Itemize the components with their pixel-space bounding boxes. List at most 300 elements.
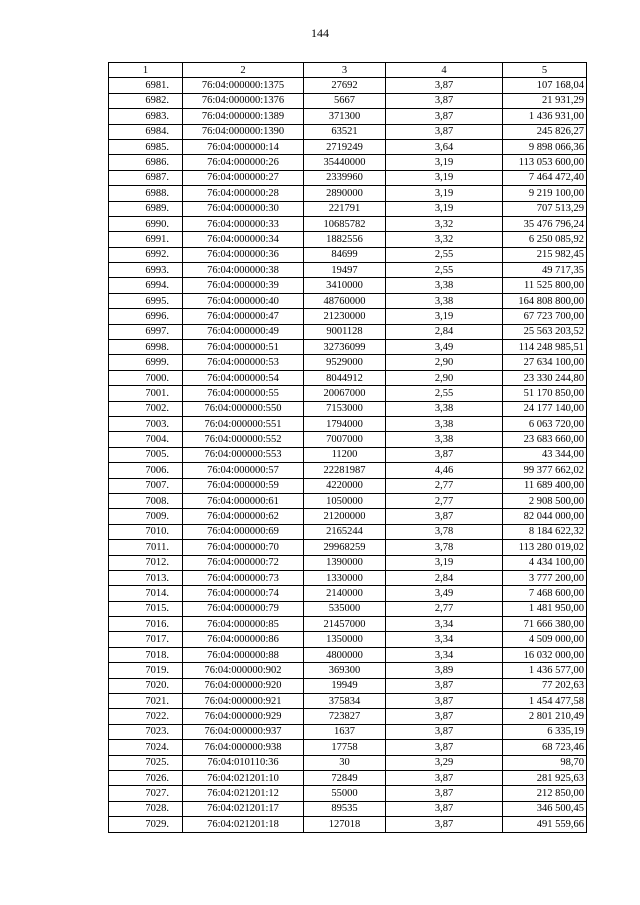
- area-value: 3410000: [304, 278, 386, 293]
- amount-value: 212 850,00: [503, 786, 587, 801]
- cadastral-number: 76:04:021201:10: [183, 770, 304, 785]
- area-value: 21230000: [304, 309, 386, 324]
- table-row: [109, 263, 587, 278]
- cadastral-number: 76:04:000000:36: [183, 247, 304, 262]
- row-number: 7023.: [109, 724, 183, 739]
- row-number: 7000.: [109, 370, 183, 385]
- amount-value: 11 525 800,00: [503, 278, 587, 293]
- area-value: 19497: [304, 263, 386, 278]
- rate-value: 3,19: [386, 170, 503, 185]
- cadastral-number: 76:04:000000:74: [183, 586, 304, 601]
- rate-value: 2,90: [386, 370, 503, 385]
- table-row: [109, 478, 587, 493]
- rate-value: 3,87: [386, 109, 503, 124]
- rate-value: 3,87: [386, 78, 503, 93]
- table-row: [109, 124, 587, 139]
- row-number: 6986.: [109, 155, 183, 170]
- area-value: 84699: [304, 247, 386, 262]
- amount-value: 9 219 100,00: [503, 186, 587, 201]
- amount-value: 71 666 380,00: [503, 617, 587, 632]
- column-header-1: 1: [109, 63, 183, 78]
- row-number: 6992.: [109, 247, 183, 262]
- table-row: [109, 232, 587, 247]
- area-value: 27692: [304, 78, 386, 93]
- amount-value: 491 559,66: [503, 817, 587, 832]
- amount-value: 113 053 600,00: [503, 155, 587, 170]
- row-number: 7021.: [109, 694, 183, 709]
- amount-value: 24 177 140,00: [503, 401, 587, 416]
- area-value: 30: [304, 755, 386, 770]
- rate-value: 2,90: [386, 355, 503, 370]
- amount-value: 7 464 472,40: [503, 170, 587, 185]
- row-number: 6990.: [109, 216, 183, 231]
- rate-value: 3,78: [386, 524, 503, 539]
- area-value: 369300: [304, 663, 386, 678]
- amount-value: 114 248 985,51: [503, 340, 587, 355]
- row-number: 7008.: [109, 493, 183, 508]
- cadastral-number: 76:04:000000:902: [183, 663, 304, 678]
- page-number: 144: [311, 26, 329, 40]
- table-row: [109, 801, 587, 816]
- cadastral-number: 76:04:000000:14: [183, 139, 304, 154]
- table-row: [109, 755, 587, 770]
- amount-value: 23 683 660,00: [503, 432, 587, 447]
- area-value: 1882556: [304, 232, 386, 247]
- area-value: 48760000: [304, 293, 386, 308]
- table-row: [109, 93, 587, 108]
- table-row: [109, 678, 587, 693]
- rate-value: 3,87: [386, 694, 503, 709]
- area-value: 17758: [304, 740, 386, 755]
- amount-value: 68 723,46: [503, 740, 587, 755]
- row-number: 6988.: [109, 186, 183, 201]
- cadastral-number: 76:04:000000:552: [183, 432, 304, 447]
- rate-value: 3,87: [386, 124, 503, 139]
- amount-value: 346 500,45: [503, 801, 587, 816]
- row-number: 7004.: [109, 432, 183, 447]
- cadastral-number: 76:04:000000:59: [183, 478, 304, 493]
- table-row: [109, 770, 587, 785]
- table-row: [109, 370, 587, 385]
- table-row: [109, 493, 587, 508]
- area-value: 371300: [304, 109, 386, 124]
- rate-value: 2,84: [386, 324, 503, 339]
- table-row: [109, 709, 587, 724]
- amount-value: 164 808 800,00: [503, 293, 587, 308]
- table-row: [109, 293, 587, 308]
- table-row: [109, 170, 587, 185]
- area-value: 9529000: [304, 355, 386, 370]
- rate-value: 3,49: [386, 586, 503, 601]
- area-value: 19949: [304, 678, 386, 693]
- table-row: [109, 617, 587, 632]
- header-row: [109, 63, 587, 78]
- rate-value: 3,34: [386, 647, 503, 662]
- amount-value: 113 280 019,02: [503, 540, 587, 555]
- amount-value: 27 634 100,00: [503, 355, 587, 370]
- amount-value: 7 468 600,00: [503, 586, 587, 601]
- table-row: [109, 109, 587, 124]
- row-number: 7012.: [109, 555, 183, 570]
- cadastral-number: 76:04:000000:88: [183, 647, 304, 662]
- table-row: [109, 155, 587, 170]
- table-row: [109, 724, 587, 739]
- rate-value: 3,87: [386, 447, 503, 462]
- cadastral-number: 76:04:000000:49: [183, 324, 304, 339]
- cadastral-number: 76:04:000000:39: [183, 278, 304, 293]
- cadastral-number: 76:04:000000:85: [183, 617, 304, 632]
- row-number: 6997.: [109, 324, 183, 339]
- rate-value: 3,87: [386, 678, 503, 693]
- rate-value: 3,49: [386, 340, 503, 355]
- cadastral-number: 76:04:000000:938: [183, 740, 304, 755]
- cadastral-number: 76:04:000000:30: [183, 201, 304, 216]
- table-row: [109, 555, 587, 570]
- row-number: 6983.: [109, 109, 183, 124]
- row-number: 7010.: [109, 524, 183, 539]
- amount-value: 43 344,00: [503, 447, 587, 462]
- column-header-5: 5: [503, 63, 587, 78]
- area-value: 32736099: [304, 340, 386, 355]
- area-value: 2165244: [304, 524, 386, 539]
- cadastral-number: 76:04:000000:33: [183, 216, 304, 231]
- row-number: 7003.: [109, 416, 183, 431]
- cadastral-number: 76:04:000000:79: [183, 601, 304, 616]
- table-row: [109, 647, 587, 662]
- row-number: 7006.: [109, 463, 183, 478]
- rate-value: 3,89: [386, 663, 503, 678]
- row-number: 7001.: [109, 386, 183, 401]
- amount-value: 99 377 662,02: [503, 463, 587, 478]
- cadastral-number: 76:04:000000:55: [183, 386, 304, 401]
- row-number: 6981.: [109, 78, 183, 93]
- table-row: [109, 663, 587, 678]
- rate-value: 3,87: [386, 509, 503, 524]
- table-row: [109, 386, 587, 401]
- rate-value: 3,19: [386, 201, 503, 216]
- cadastral-number: 76:04:000000:27: [183, 170, 304, 185]
- rate-value: 3,87: [386, 740, 503, 755]
- rate-value: 3,78: [386, 540, 503, 555]
- cadastral-number: 76:04:000000:929: [183, 709, 304, 724]
- amount-value: 6 335,19: [503, 724, 587, 739]
- table-row: [109, 201, 587, 216]
- row-number: 7024.: [109, 740, 183, 755]
- table-row: [109, 570, 587, 585]
- amount-value: 2 801 210,49: [503, 709, 587, 724]
- table-row: [109, 216, 587, 231]
- row-number: 7028.: [109, 801, 183, 816]
- amount-value: 2 908 500,00: [503, 493, 587, 508]
- rate-value: 3,34: [386, 617, 503, 632]
- cadastral-number: 76:04:000000:72: [183, 555, 304, 570]
- rate-value: 3,87: [386, 93, 503, 108]
- area-value: 1330000: [304, 570, 386, 585]
- area-value: 4220000: [304, 478, 386, 493]
- rate-value: 2,84: [386, 570, 503, 585]
- amount-value: 107 168,04: [503, 78, 587, 93]
- table-row: [109, 509, 587, 524]
- amount-value: 1 481 950,00: [503, 601, 587, 616]
- table-row: [109, 416, 587, 431]
- cadastral-number: 76:04:000000:47: [183, 309, 304, 324]
- amount-value: 707 513,29: [503, 201, 587, 216]
- cadastral-number: 76:04:000000:1376: [183, 93, 304, 108]
- table-row: [109, 247, 587, 262]
- amount-value: 49 717,35: [503, 263, 587, 278]
- area-value: 10685782: [304, 216, 386, 231]
- rate-value: 2,77: [386, 601, 503, 616]
- data-table: [108, 62, 587, 833]
- area-value: 127018: [304, 817, 386, 832]
- cadastral-number: 76:04:000000:51: [183, 340, 304, 355]
- rate-value: 3,32: [386, 216, 503, 231]
- amount-value: 6 250 085,92: [503, 232, 587, 247]
- table-row: [109, 817, 587, 832]
- row-number: 6994.: [109, 278, 183, 293]
- row-number: 7022.: [109, 709, 183, 724]
- row-number: 7025.: [109, 755, 183, 770]
- rate-value: 4,46: [386, 463, 503, 478]
- area-value: 221791: [304, 201, 386, 216]
- cadastral-number: 76:04:000000:553: [183, 447, 304, 462]
- amount-value: 11 689 400,00: [503, 478, 587, 493]
- row-number: 7002.: [109, 401, 183, 416]
- rate-value: 3,19: [386, 555, 503, 570]
- table-row: [109, 309, 587, 324]
- area-value: 29968259: [304, 540, 386, 555]
- area-value: 11200: [304, 447, 386, 462]
- cadastral-number: 76:04:000000:1390: [183, 124, 304, 139]
- cadastral-number: 76:04:000000:28: [183, 186, 304, 201]
- cadastral-number: 76:04:000000:73: [183, 570, 304, 585]
- area-value: 2890000: [304, 186, 386, 201]
- amount-value: 21 931,29: [503, 93, 587, 108]
- amount-value: 4 434 100,00: [503, 555, 587, 570]
- amount-value: 77 202,63: [503, 678, 587, 693]
- row-number: 7019.: [109, 663, 183, 678]
- area-value: 2140000: [304, 586, 386, 601]
- table-row: [109, 632, 587, 647]
- area-value: 2719249: [304, 139, 386, 154]
- amount-value: 4 509 000,00: [503, 632, 587, 647]
- cadastral-number: 76:04:000000:53: [183, 355, 304, 370]
- cadastral-number: 76:04:021201:17: [183, 801, 304, 816]
- area-value: 35440000: [304, 155, 386, 170]
- amount-value: 8 184 622,32: [503, 524, 587, 539]
- cadastral-number: 76:04:000000:551: [183, 416, 304, 431]
- row-number: 6982.: [109, 93, 183, 108]
- row-number: 7005.: [109, 447, 183, 462]
- area-value: 1794000: [304, 416, 386, 431]
- cadastral-number: 76:04:000000:61: [183, 493, 304, 508]
- table-row: [109, 324, 587, 339]
- rate-value: 3,19: [386, 155, 503, 170]
- area-value: 72849: [304, 770, 386, 785]
- area-value: 723827: [304, 709, 386, 724]
- row-number: 6996.: [109, 309, 183, 324]
- cadastral-number: 76:04:000000:38: [183, 263, 304, 278]
- area-value: 1637: [304, 724, 386, 739]
- amount-value: 1 454 477,58: [503, 694, 587, 709]
- rate-value: 2,55: [386, 263, 503, 278]
- row-number: 6985.: [109, 139, 183, 154]
- amount-value: 98,70: [503, 755, 587, 770]
- rate-value: 3,87: [386, 724, 503, 739]
- row-number: 7014.: [109, 586, 183, 601]
- cadastral-number: 76:04:021201:12: [183, 786, 304, 801]
- area-value: 55000: [304, 786, 386, 801]
- area-value: 8044912: [304, 370, 386, 385]
- area-value: 1050000: [304, 493, 386, 508]
- table-row: [109, 786, 587, 801]
- cadastral-number: 76:04:000000:34: [183, 232, 304, 247]
- amount-value: 281 925,63: [503, 770, 587, 785]
- amount-value: 23 330 244,80: [503, 370, 587, 385]
- table-row: [109, 601, 587, 616]
- rate-value: 3,38: [386, 401, 503, 416]
- area-value: 375834: [304, 694, 386, 709]
- rate-value: 3,19: [386, 309, 503, 324]
- cadastral-number: 76:04:000000:921: [183, 694, 304, 709]
- area-value: 89535: [304, 801, 386, 816]
- rate-value: 3,29: [386, 755, 503, 770]
- cadastral-number: 76:04:000000:1375: [183, 78, 304, 93]
- amount-value: 215 982,45: [503, 247, 587, 262]
- area-value: 21457000: [304, 617, 386, 632]
- row-number: 6995.: [109, 293, 183, 308]
- area-value: 1390000: [304, 555, 386, 570]
- cadastral-number: 76:04:000000:62: [183, 509, 304, 524]
- cadastral-number: 76:04:000000:1389: [183, 109, 304, 124]
- table-row: [109, 78, 587, 93]
- row-number: 6984.: [109, 124, 183, 139]
- cadastral-number: 76:04:010110:36: [183, 755, 304, 770]
- rate-value: 3,34: [386, 632, 503, 647]
- area-value: 9001128: [304, 324, 386, 339]
- rate-value: 3,38: [386, 293, 503, 308]
- column-header-2: 2: [183, 63, 304, 78]
- cadastral-number: 76:04:021201:18: [183, 817, 304, 832]
- row-number: 6993.: [109, 263, 183, 278]
- column-header-3: 3: [304, 63, 386, 78]
- amount-value: 51 170 850,00: [503, 386, 587, 401]
- cadastral-number: 76:04:000000:86: [183, 632, 304, 647]
- row-number: 7013.: [109, 570, 183, 585]
- row-number: 7016.: [109, 617, 183, 632]
- amount-value: 9 898 066,36: [503, 139, 587, 154]
- rate-value: 2,77: [386, 478, 503, 493]
- amount-value: 6 063 720,00: [503, 416, 587, 431]
- amount-value: 3 777 200,00: [503, 570, 587, 585]
- row-number: 6999.: [109, 355, 183, 370]
- amount-value: 25 563 203,52: [503, 324, 587, 339]
- amount-value: 82 044 000,00: [503, 509, 587, 524]
- cadastral-number: 76:04:000000:40: [183, 293, 304, 308]
- row-number: 7017.: [109, 632, 183, 647]
- table-row: [109, 447, 587, 462]
- rate-value: 3,87: [386, 770, 503, 785]
- amount-value: 1 436 577,00: [503, 663, 587, 678]
- table-body: [109, 78, 587, 832]
- table-row: [109, 278, 587, 293]
- area-value: 21200000: [304, 509, 386, 524]
- row-number: 7027.: [109, 786, 183, 801]
- row-number: 7029.: [109, 817, 183, 832]
- cadastral-number: 76:04:000000:70: [183, 540, 304, 555]
- amount-value: 245 826,27: [503, 124, 587, 139]
- table-row: [109, 586, 587, 601]
- area-value: 7007000: [304, 432, 386, 447]
- rate-value: 3,19: [386, 186, 503, 201]
- row-number: 6987.: [109, 170, 183, 185]
- table-row: [109, 401, 587, 416]
- row-number: 7015.: [109, 601, 183, 616]
- cadastral-number: 76:04:000000:54: [183, 370, 304, 385]
- cadastral-number: 76:04:000000:26: [183, 155, 304, 170]
- rate-value: 3,64: [386, 139, 503, 154]
- table-row: [109, 186, 587, 201]
- table-row: [109, 524, 587, 539]
- row-number: 7020.: [109, 678, 183, 693]
- table-row: [109, 740, 587, 755]
- row-number: 6998.: [109, 340, 183, 355]
- row-number: 6989.: [109, 201, 183, 216]
- row-number: 7026.: [109, 770, 183, 785]
- area-value: 4800000: [304, 647, 386, 662]
- rate-value: 2,77: [386, 493, 503, 508]
- area-value: 2339960: [304, 170, 386, 185]
- column-header-4: 4: [386, 63, 503, 78]
- rate-value: 3,38: [386, 432, 503, 447]
- table-row: [109, 463, 587, 478]
- cadastral-number: 76:04:000000:920: [183, 678, 304, 693]
- cadastral-number: 76:04:000000:937: [183, 724, 304, 739]
- area-value: 7153000: [304, 401, 386, 416]
- rate-value: 3,38: [386, 278, 503, 293]
- rate-value: 3,87: [386, 786, 503, 801]
- amount-value: 16 032 000,00: [503, 647, 587, 662]
- area-value: 63521: [304, 124, 386, 139]
- row-number: 7018.: [109, 647, 183, 662]
- table-row: [109, 139, 587, 154]
- row-number: 7011.: [109, 540, 183, 555]
- table-row: [109, 694, 587, 709]
- rate-value: 2,55: [386, 247, 503, 262]
- amount-value: 1 436 931,00: [503, 109, 587, 124]
- area-value: 5667: [304, 93, 386, 108]
- amount-value: 35 476 796,24: [503, 216, 587, 231]
- table-row: [109, 432, 587, 447]
- row-number: 7007.: [109, 478, 183, 493]
- table-row: [109, 340, 587, 355]
- table-row: [109, 540, 587, 555]
- table-row: [109, 355, 587, 370]
- rate-value: 3,32: [386, 232, 503, 247]
- area-value: 1350000: [304, 632, 386, 647]
- area-value: 22281987: [304, 463, 386, 478]
- area-value: 535000: [304, 601, 386, 616]
- rate-value: 3,87: [386, 817, 503, 832]
- rate-value: 3,87: [386, 709, 503, 724]
- cadastral-number: 76:04:000000:57: [183, 463, 304, 478]
- area-value: 20067000: [304, 386, 386, 401]
- rate-value: 3,38: [386, 416, 503, 431]
- cadastral-number: 76:04:000000:69: [183, 524, 304, 539]
- row-number: 6991.: [109, 232, 183, 247]
- rate-value: 3,87: [386, 801, 503, 816]
- rate-value: 2,55: [386, 386, 503, 401]
